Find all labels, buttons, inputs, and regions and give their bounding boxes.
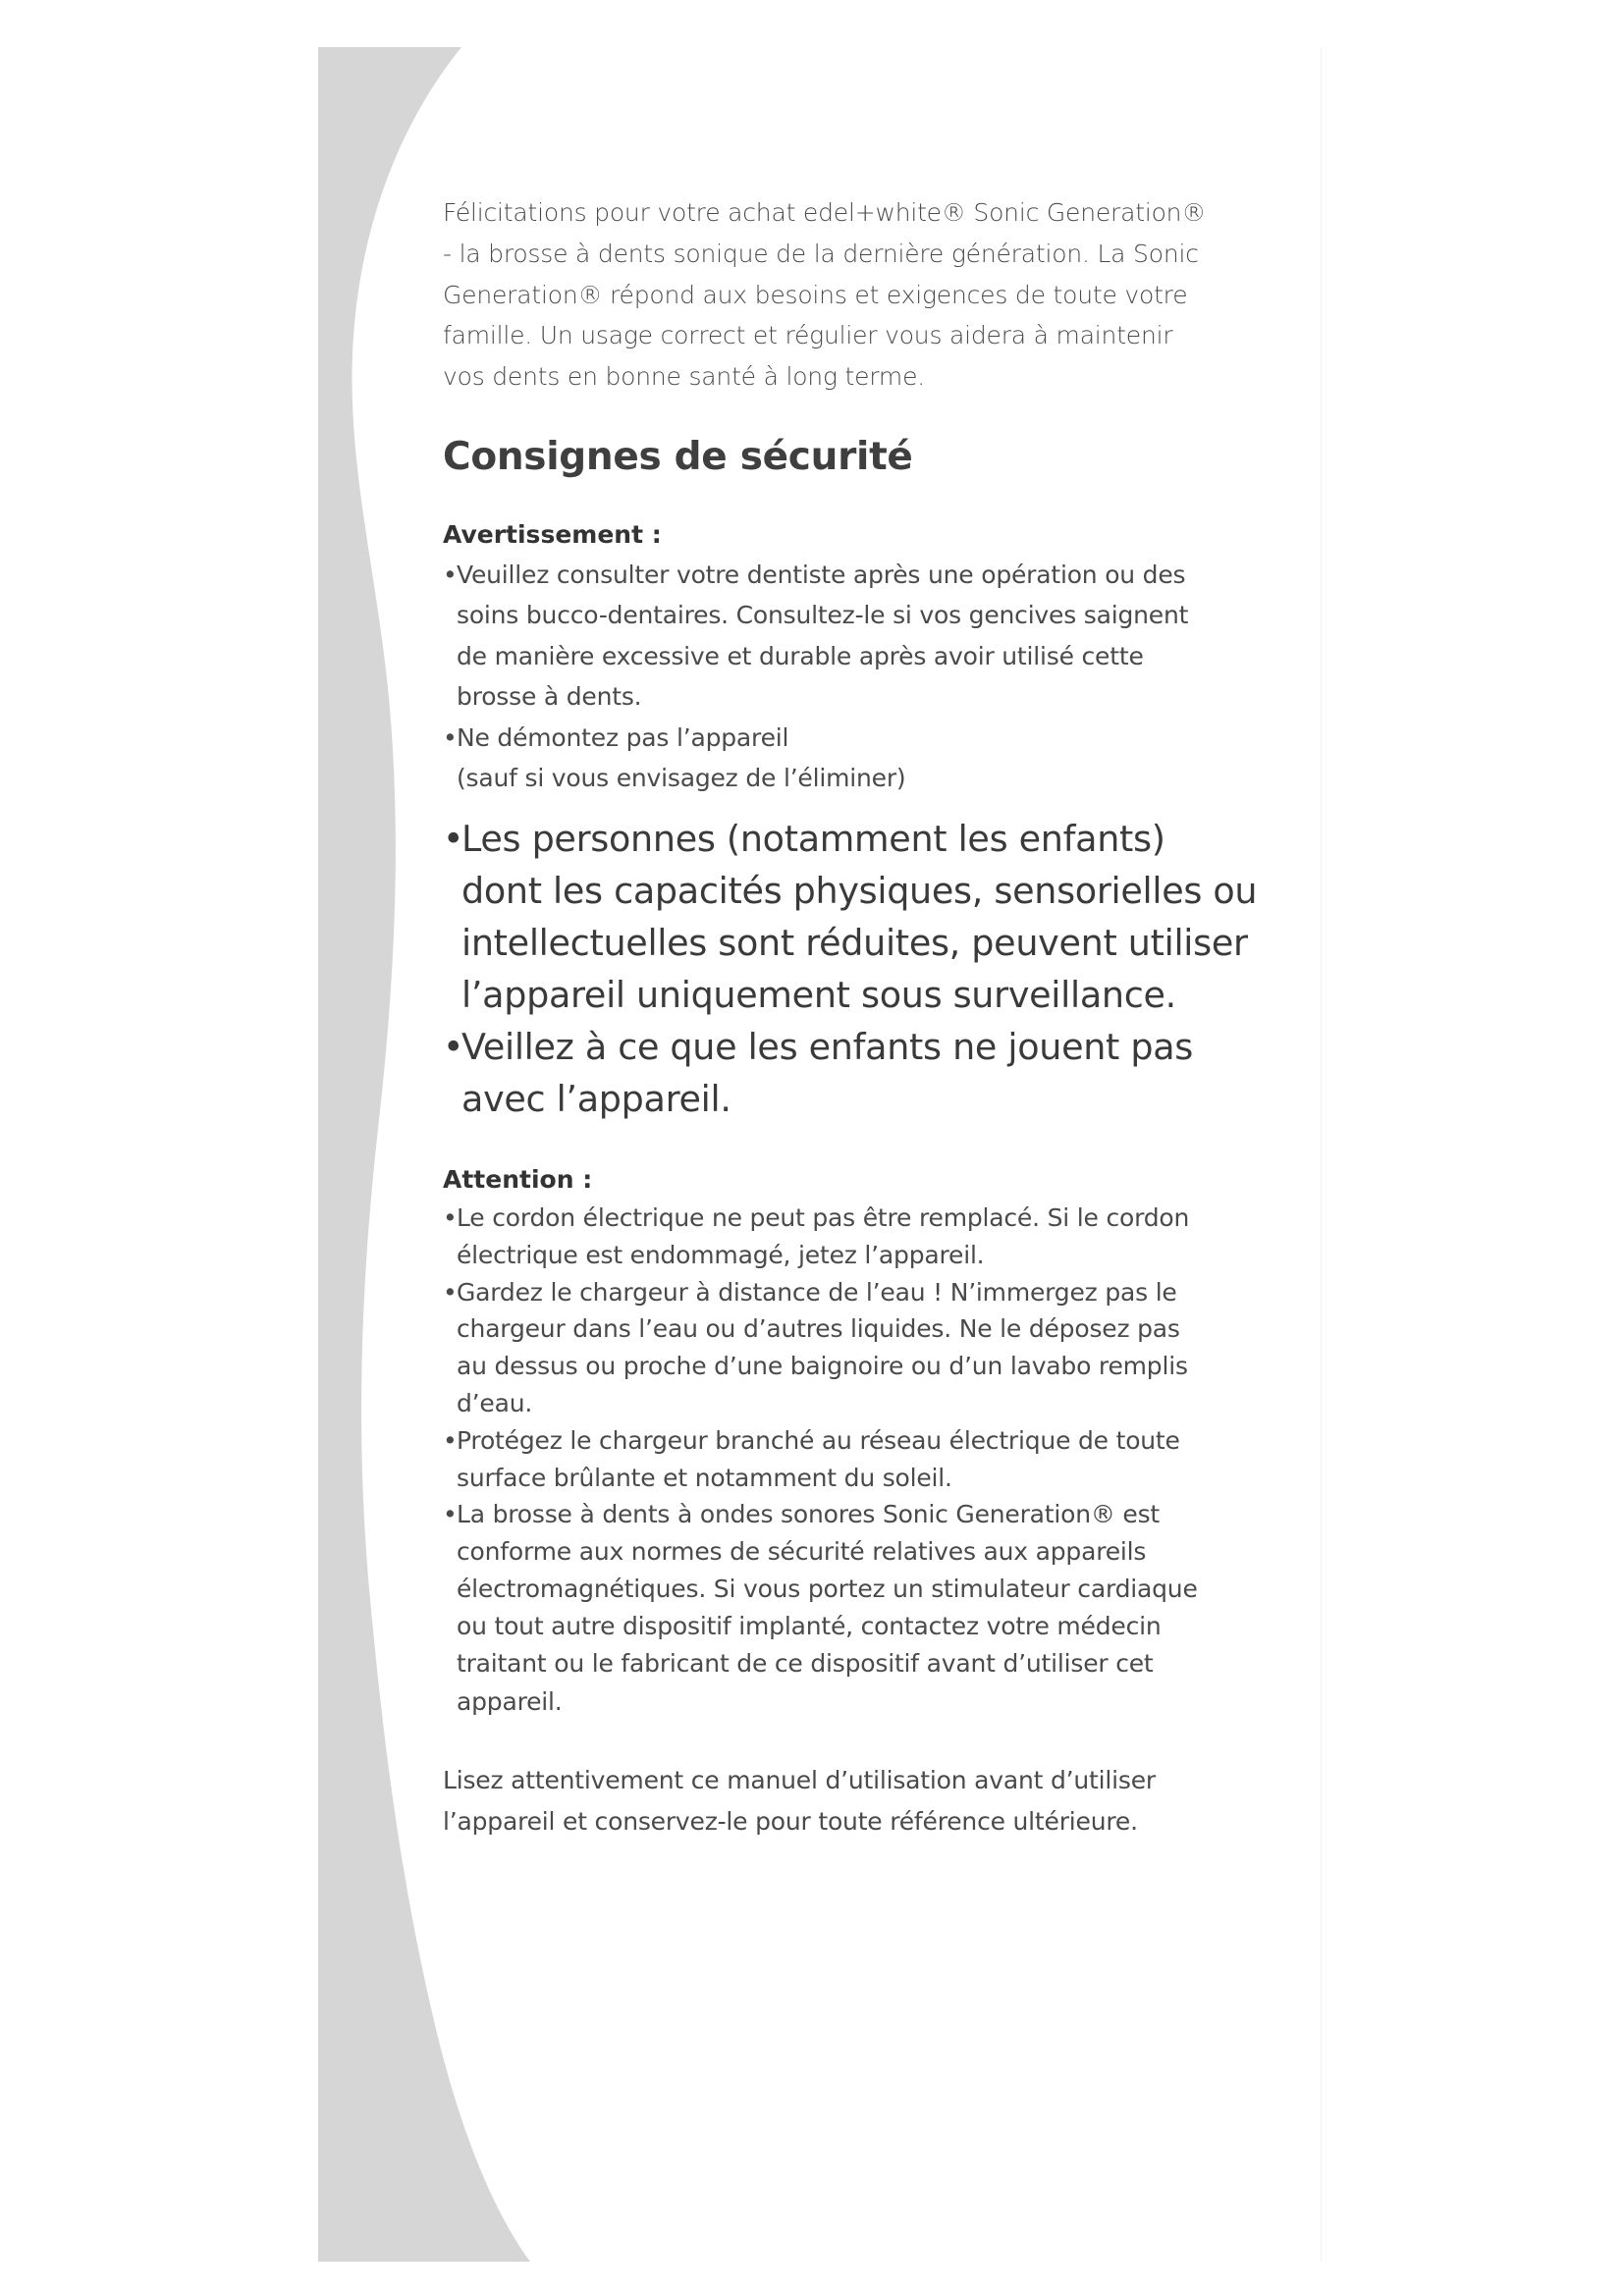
list-item: [443, 1021, 1228, 1125]
list-item-line: appareil.: [457, 1687, 563, 1717]
bullet-icon: •: [443, 1202, 458, 1232]
list-item-line: d’eau.: [457, 1388, 533, 1417]
list-item-line: brosse à dents.: [457, 682, 642, 712]
intro-line: vos dents en bonne santé à long terme.: [443, 362, 926, 392]
list-item: [443, 813, 1258, 1021]
bullet-icon: •: [443, 722, 458, 752]
warning-list: [443, 555, 1228, 799]
list-item-line: Les personnes (notamment les enfants): [461, 817, 1165, 860]
page-edge-rule: [1321, 47, 1322, 2262]
list-item-line: La brosse à dents à ondes sonores Sonic Generation® est: [457, 1500, 1161, 1529]
list-item-line: chargeur dans l’eau ou d’autres liquides. Ne le déposez pas: [457, 1314, 1180, 1344]
bullet-icon: •: [443, 1277, 458, 1307]
intro-line: Generation® répond aux besoins et exigences de toute votre: [443, 280, 1188, 309]
section-title: Consignes de sécurité: [443, 434, 913, 479]
list-item-line: soins bucco-dentaires. Consultez-le si vos gencives saignent: [457, 601, 1189, 630]
list-item-line: Ne démontez pas l’appareil: [457, 722, 789, 752]
list-item-line: (sauf si vous envisagez de l’éliminer): [457, 764, 906, 793]
list-item-line: avec l’appareil.: [461, 1077, 731, 1120]
closing-line: Lisez attentivement ce manuel d’utilisation avant d’utiliser: [443, 1766, 1156, 1795]
list-item: [443, 1496, 1228, 1723]
list-item-line: électrique est endommagé, jetez l’appareil.: [457, 1240, 985, 1269]
document-content: [443, 192, 1258, 1842]
large-notice-list: [443, 813, 1258, 1125]
intro-line: - la brosse à dents sonique de la dernière génération. La Sonic: [443, 239, 1199, 268]
list-item-line: Veillez à ce que les enfants ne jouent pas: [461, 1025, 1194, 1068]
list-item-line: conforme aux normes de sécurité relatives aux appareils: [457, 1537, 1147, 1567]
list-item-line: dont les capacités physiques, sensorielles ou: [461, 869, 1258, 912]
list-item-line: Le cordon électrique ne peut pas être remplacé. Si le cordon: [457, 1202, 1190, 1232]
list-item-line: ou tout autre dispositif implanté, contactez votre médecin: [457, 1611, 1162, 1640]
bullet-icon: •: [443, 1500, 458, 1529]
list-item-line: surface brûlante et notamment du soleil.: [457, 1463, 952, 1492]
list-item: [443, 718, 1228, 799]
list-item-line: électromagnétiques. Si vous portez un stimulateur cardiaque: [457, 1574, 1198, 1603]
bullet-icon: •: [443, 1425, 458, 1455]
intro-paragraph: [443, 192, 1228, 398]
closing-line: l’appareil et conservez-le pour toute référence ultérieure.: [443, 1807, 1138, 1837]
list-item-line: traitant ou le fabricant de ce dispositif avant d’utiliser cet: [457, 1648, 1154, 1678]
closing-paragraph: [443, 1760, 1228, 1842]
bullet-icon: •: [443, 560, 458, 589]
bullet-icon: •: [443, 1025, 464, 1068]
list-item: [443, 555, 1228, 718]
list-item-line: l’appareil uniquement sous surveillance.: [461, 973, 1176, 1016]
list-item-line: Veuillez consulter votre dentiste après une opération ou des: [457, 560, 1186, 589]
list-item: [443, 1274, 1228, 1422]
attention-list: [443, 1200, 1228, 1723]
list-item-line: de manière excessive et durable après avoir utilisé cette: [457, 641, 1144, 670]
list-item: [443, 1422, 1228, 1497]
list-item-line: au dessus ou proche d’une baignoire ou d’un lavabo remplis: [457, 1352, 1188, 1381]
list-item: [443, 1200, 1228, 1274]
bullet-icon: •: [443, 817, 464, 860]
list-item-line: intellectuelles sont réduites, peuvent utiliser: [461, 921, 1248, 964]
list-item-line: Gardez le chargeur à distance de l’eau ! N’immergez pas le: [457, 1277, 1177, 1307]
warning-heading: Avertissement :: [443, 519, 662, 549]
attention-heading: Attention :: [443, 1164, 593, 1194]
intro-line: Félicitations pour votre achat edel+white® Sonic Generation®: [443, 198, 1207, 227]
list-item-line: Protégez le chargeur branché au réseau électrique de toute: [457, 1425, 1180, 1455]
intro-line: famille. Un usage correct et régulier vous aidera à maintenir: [443, 321, 1173, 350]
